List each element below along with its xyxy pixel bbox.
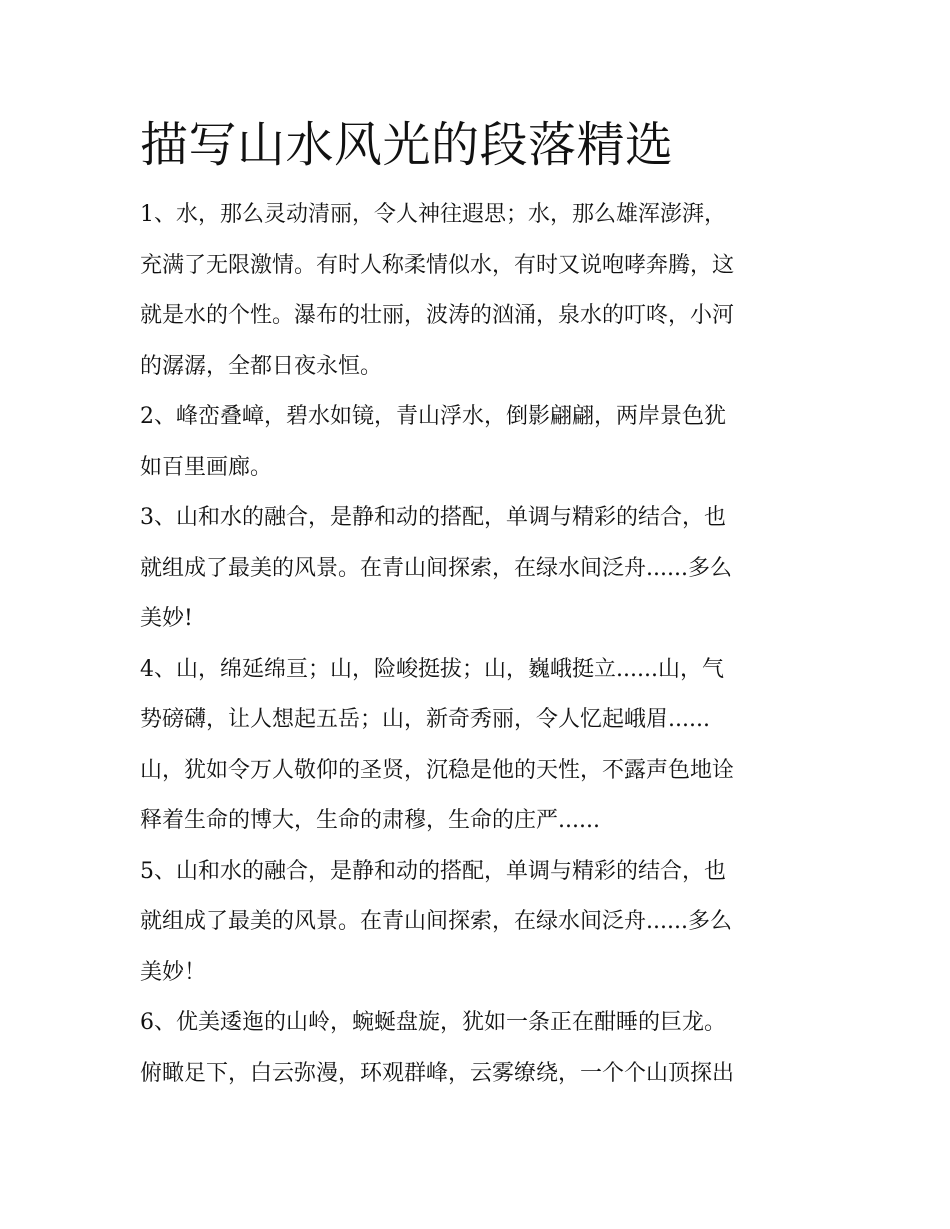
- paragraph-6: [140, 998, 816, 1099]
- paragraph-1: [140, 190, 816, 392]
- paragraph-5: [140, 847, 816, 999]
- paragraph-line: 3、山和水的融合，是静和动的搭配，单调与精彩的结合，也: [140, 505, 726, 530]
- paragraph-line: 如百里画廊。: [140, 454, 273, 480]
- paragraph-line: 就组成了最美的风景。在青山间探索，在绿水间泛舟......多么: [140, 909, 732, 934]
- paragraph-line: 美妙！: [140, 959, 207, 985]
- paragraph-line: 山，犹如令万人敬仰的圣贤，沉稳是他的天性，不露声色地诠: [140, 757, 735, 783]
- paragraph-line: 2、峰峦叠嶂，碧水如镜，青山浮水，倒影翩翩，两岸景色犹: [140, 404, 726, 429]
- paragraph-line: 6、优美逶迤的山岭，蜿蜒盘旋，犹如一条正在酣睡的巨龙。: [140, 1010, 726, 1035]
- paragraph-line: 4、山，绵延绵亘；山，险峻挺拔；山，巍峨挺立......山，气: [140, 656, 724, 682]
- paragraph-line: 5、山和水的融合，是静和动的搭配，单调与精彩的结合，也: [140, 858, 726, 884]
- paragraph-line: 的潺潺，全都日夜永恒。: [140, 353, 383, 379]
- paragraph-2: [140, 392, 816, 493]
- paragraph-line: 就组成了最美的风景。在青山间探索，在绿水间泛舟......多么: [140, 555, 732, 581]
- paragraph-line: 1、水，那么灵动清丽，令人神往遐思；水，那么雄浑澎湃，: [140, 202, 726, 227]
- paragraph-line: 势磅礴，让人想起五岳；山，新奇秀丽，令人忆起峨眉......: [140, 707, 710, 732]
- paragraph-4: [140, 645, 816, 847]
- document-title: 描写山水风光的段落精选: [140, 117, 674, 173]
- paragraph-line: 充满了无限激情。有时人称柔情似水，有时又说咆哮奔腾，这: [140, 252, 735, 278]
- paragraph-line: 美妙!: [140, 606, 193, 631]
- document-page: [140, 112, 816, 1099]
- paragraph-3: [140, 493, 816, 645]
- paragraph-line: 释着生命的博大，生命的肃穆，生命的庄严......: [140, 808, 600, 833]
- paragraph-line: 就是水的个性。瀑布的壮丽，波涛的汹涌，泉水的叮咚，小河: [140, 303, 735, 328]
- paragraph-line: 俯瞰足下，白云弥漫，环观群峰，云雾缭绕，一个个山顶探出: [140, 1060, 735, 1086]
